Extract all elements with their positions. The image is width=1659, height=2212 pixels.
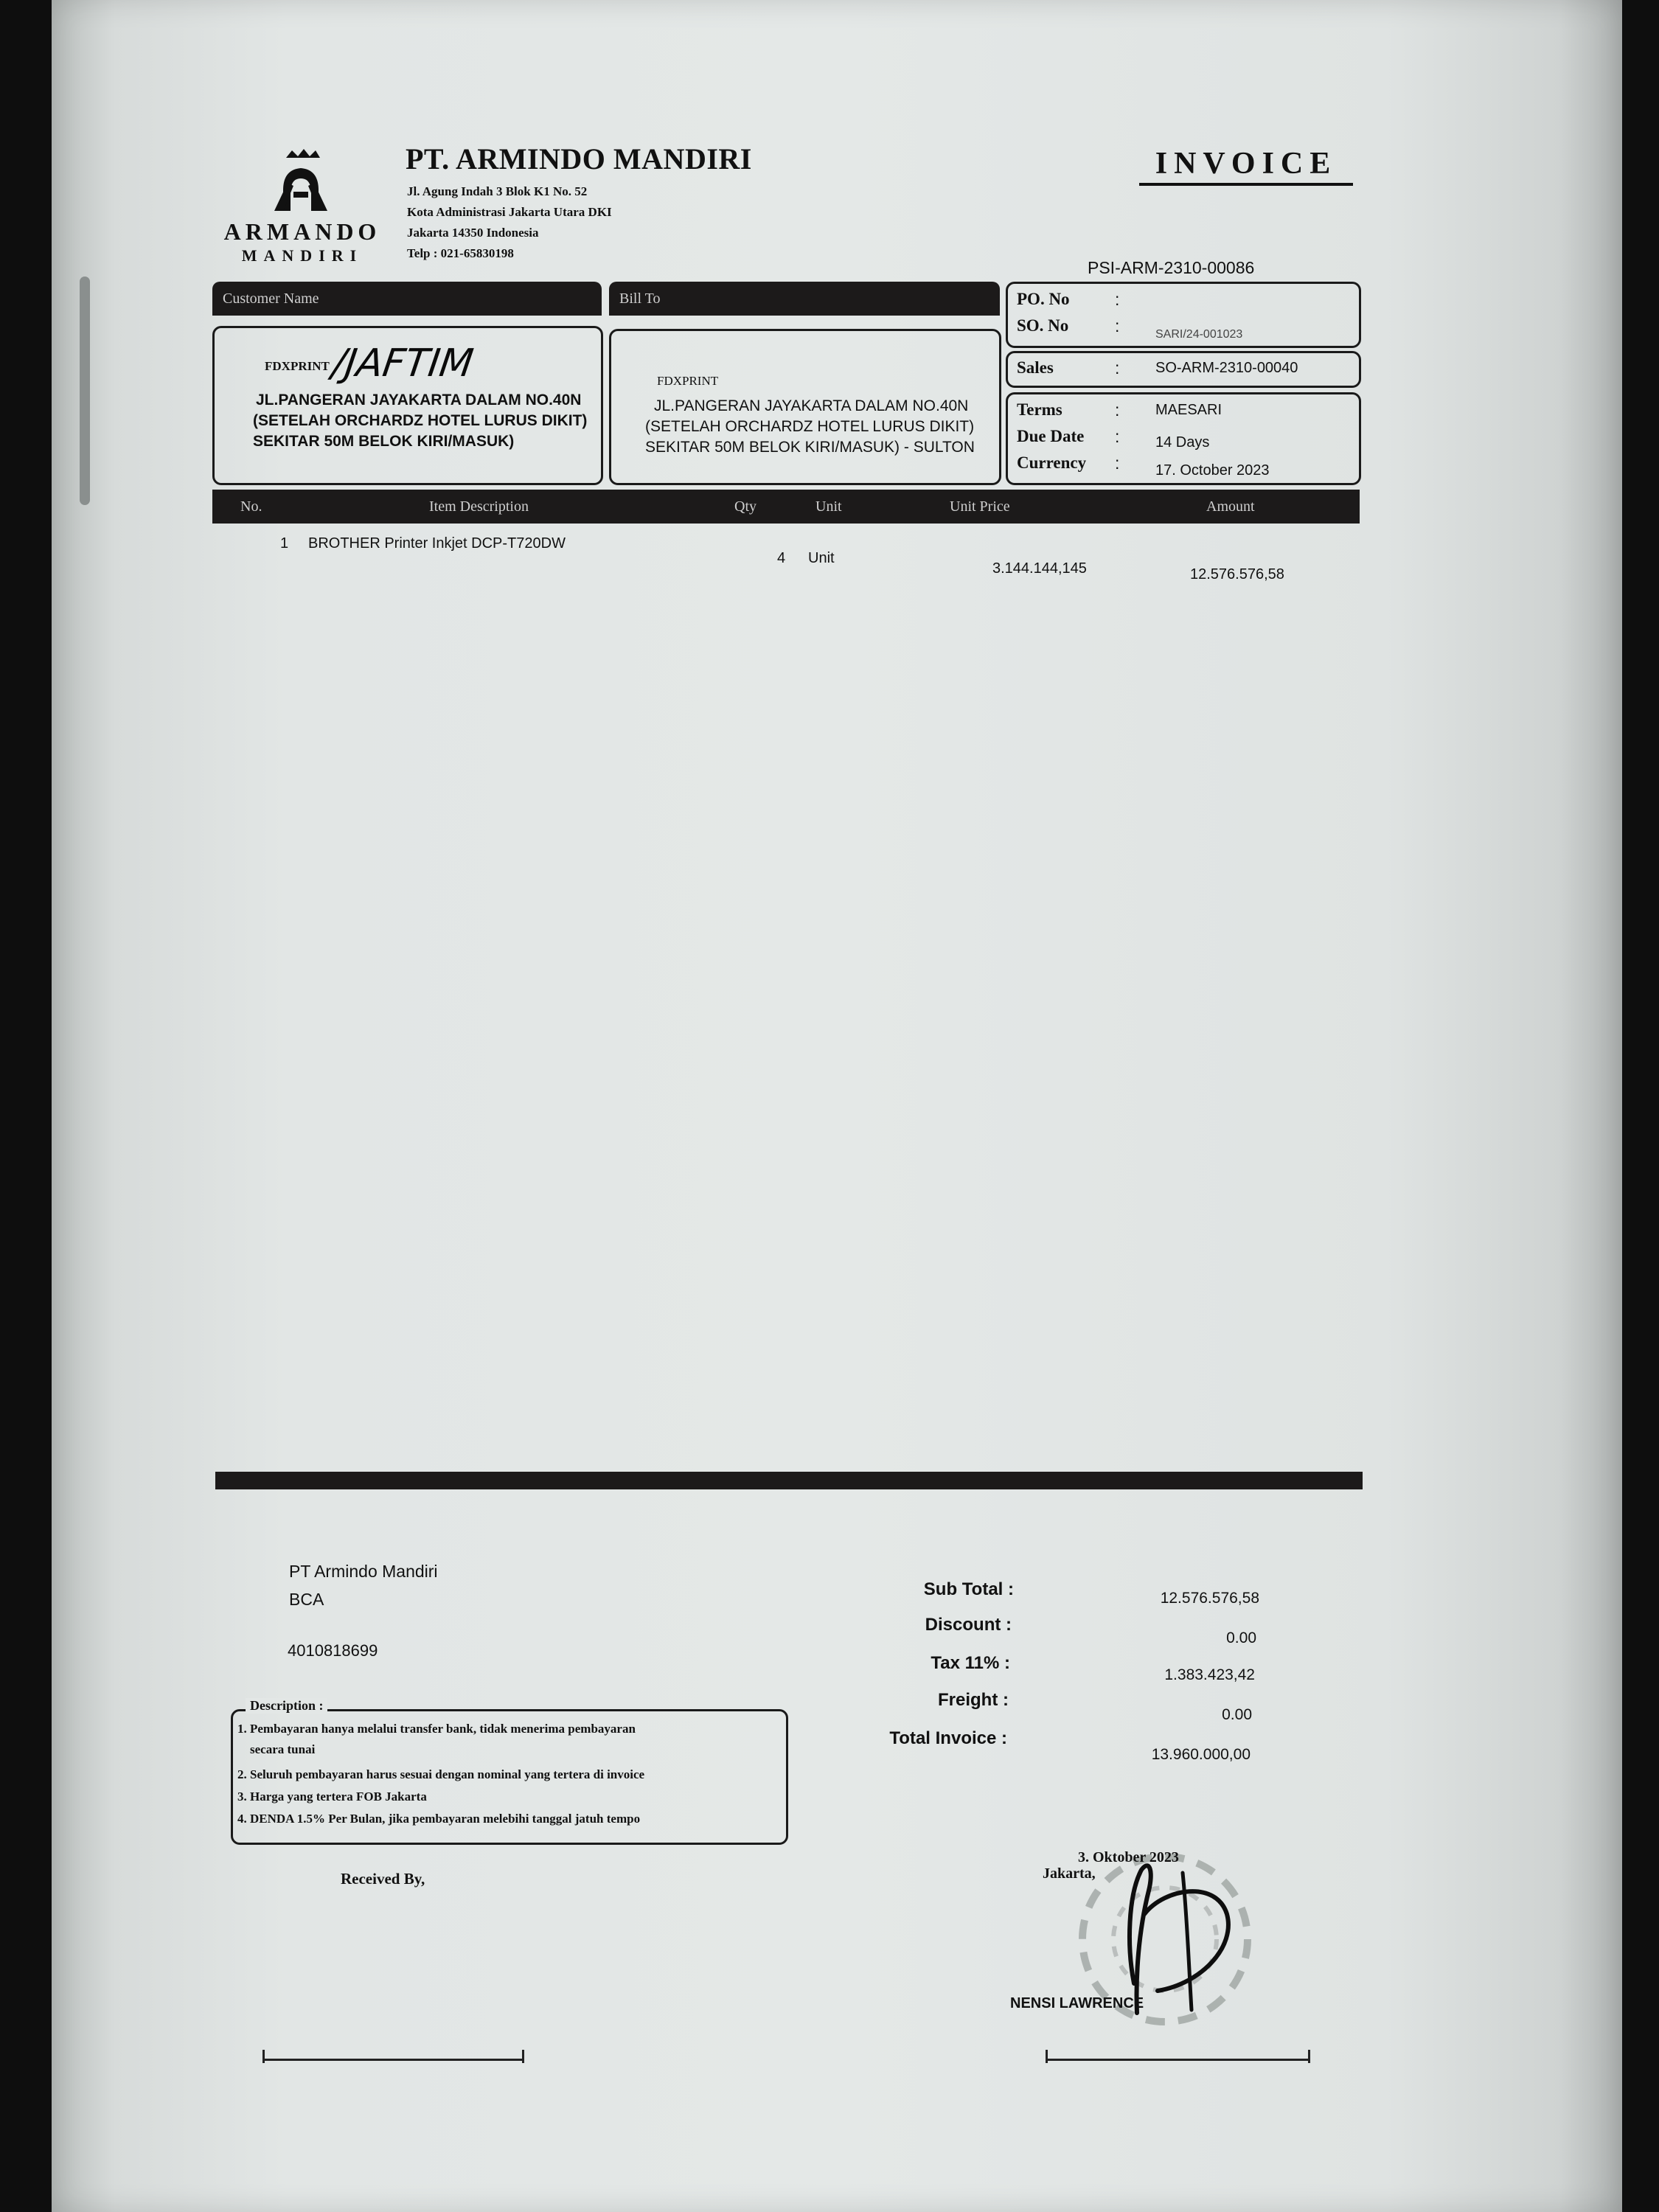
description-line: 2. Seluruh pembayaran harus sesuai dengan nominal yang tertera di invoice — [237, 1767, 645, 1781]
item-table-header — [212, 490, 1360, 524]
total-invoice-label: Total Invoice : — [889, 1728, 1007, 1748]
company-logo — [214, 147, 391, 269]
due-date-label: Due Date — [1017, 427, 1085, 445]
row-amount: 12.576.576,58 — [1190, 566, 1284, 582]
sales-box — [1006, 351, 1361, 388]
po-label: PO. No — [1017, 290, 1070, 308]
currency-colon: : — [1115, 453, 1120, 473]
payment-account: 4010818699 — [288, 1641, 378, 1660]
row-no: 1 — [280, 535, 289, 552]
so-value: SARI/24-001023 — [1155, 328, 1243, 341]
company-address-line: Jl. Agung Indah 3 Blok K1 No. 52 — [407, 184, 588, 198]
column-header-unit-price: Unit Price — [950, 498, 1010, 515]
so-label: SO. No — [1017, 316, 1069, 335]
received-by-label: Received By, — [341, 1870, 425, 1888]
signature-icon — [1106, 1843, 1268, 2020]
due-date-value: 14 Days — [1155, 434, 1210, 451]
row-unit-price: 3.144.144,145 — [992, 560, 1087, 577]
customer-handwritten-name: /JAFTIM — [329, 341, 476, 386]
customer-box — [212, 326, 603, 485]
customer-name-header — [212, 282, 602, 316]
logo-text-main: ARMANDO — [223, 218, 381, 245]
description-line: 4. DENDA 1.5% Per Bulan, jika pembayaran melebihi tanggal jatuh tempo — [237, 1812, 641, 1826]
column-header-qty: Qty — [734, 498, 757, 515]
currency-label: Currency — [1017, 453, 1087, 472]
sender-signature-line — [1047, 2059, 1310, 2061]
bill-to-name: FDXPRINT — [657, 374, 719, 388]
payment-company: PT Armindo Mandiri — [289, 1562, 438, 1581]
payment-bank: BCA — [289, 1590, 324, 1609]
company-address-line: Jakarta 14350 Indonesia — [407, 226, 539, 240]
freight-label: Freight : — [938, 1690, 1009, 1710]
description-box — [231, 1709, 788, 1845]
row-qty: 4 — [777, 550, 786, 566]
customer-name-header-label: Customer Name — [223, 291, 319, 307]
tax-label: Tax 11% : — [931, 1653, 1010, 1673]
description-line: 3. Harga yang tertera FOB Jakarta — [237, 1790, 427, 1804]
currency-value: 17. October 2023 — [1155, 462, 1270, 479]
bill-to-address-line: SEKITAR 50M BELOK KIRI/MASUK) - SULTON — [645, 439, 975, 456]
sales-colon: : — [1115, 358, 1120, 378]
receiver-signature-line-cap — [522, 2050, 524, 2063]
column-header-description: Item Description — [429, 498, 529, 515]
customer-address-line: SEKITAR 50M BELOK KIRI/MASUK) — [253, 433, 515, 450]
bill-to-box — [609, 329, 1001, 485]
column-header-unit: Unit — [815, 498, 842, 515]
description-title: Description : — [246, 1698, 327, 1714]
so-colon: : — [1115, 316, 1120, 335]
column-header-no: No. — [240, 498, 262, 515]
row-unit: Unit — [808, 550, 835, 566]
company-address-line: Kota Administrasi Jakarta Utara DKI — [407, 205, 612, 219]
po-colon: : — [1115, 290, 1120, 309]
subtotal-label: Sub Total : — [923, 1579, 1014, 1599]
terms-box — [1006, 392, 1361, 485]
sender-signature-line-cap — [1046, 2050, 1048, 2063]
signature-place: Jakarta, — [1043, 1865, 1096, 1882]
customer-address-line: JL.PANGERAN JAYAKARTA DALAM NO.40N — [256, 392, 582, 408]
freight-value: 0.00 — [1222, 1706, 1252, 1723]
tax-value: 1.383.423,42 — [1164, 1666, 1255, 1683]
logo-emblem-icon — [271, 147, 330, 212]
sender-signature-line-cap — [1308, 2050, 1310, 2063]
discount-value: 0.00 — [1226, 1630, 1256, 1646]
total-invoice-value: 13.960.000,00 — [1151, 1746, 1251, 1763]
customer-address-line: (SETELAH ORCHARDZ HOTEL LURUS DIKIT) — [253, 412, 588, 429]
document-title: INVOICE — [1139, 146, 1353, 186]
invoice-number: PSI-ARM-2310-00086 — [1088, 258, 1255, 277]
bill-to-header-label: Bill To — [619, 291, 661, 307]
bill-to-address-line: (SETELAH ORCHARDZ HOTEL LURUS DIKIT) — [645, 418, 975, 435]
bill-to-address-line: JL.PANGERAN JAYAKARTA DALAM NO.40N — [654, 397, 969, 414]
discount-label: Discount : — [925, 1615, 1012, 1635]
bill-to-header — [609, 282, 1000, 316]
sales-value: SO-ARM-2310-00040 — [1155, 360, 1298, 376]
signer-name: NENSI LAWRENCE — [1010, 1995, 1144, 2011]
logo-text-sub: MANDIRI — [241, 246, 364, 265]
terms-value: MAESARI — [1155, 402, 1222, 418]
sales-label: Sales — [1017, 358, 1054, 377]
description-line: 1. Pembayaran hanya melalui transfer bank, tidak menerima pembayaran — [237, 1722, 636, 1736]
description-line: secara tunai — [237, 1742, 316, 1756]
order-number-box — [1006, 282, 1361, 348]
terms-colon: : — [1115, 400, 1120, 420]
receiver-signature-line-cap — [262, 2050, 265, 2063]
table-footer-bar — [215, 1472, 1363, 1489]
column-header-amount: Amount — [1206, 498, 1255, 515]
company-phone: Telp : 021-65830198 — [407, 246, 514, 260]
row-description: BROTHER Printer Inkjet DCP-T720DW — [308, 535, 566, 552]
receiver-signature-line — [264, 2059, 524, 2061]
scrollbar[interactable] — [80, 276, 90, 505]
customer-name-prefix: FDXPRINT — [265, 359, 330, 373]
company-name: PT. ARMINDO MANDIRI — [406, 142, 752, 175]
due-date-colon: : — [1115, 427, 1120, 446]
signature-date: 3. Oktober 2023 — [1078, 1849, 1179, 1865]
terms-label: Terms — [1017, 400, 1062, 419]
table-row — [212, 532, 1360, 582]
subtotal-value: 12.576.576,58 — [1160, 1590, 1259, 1607]
